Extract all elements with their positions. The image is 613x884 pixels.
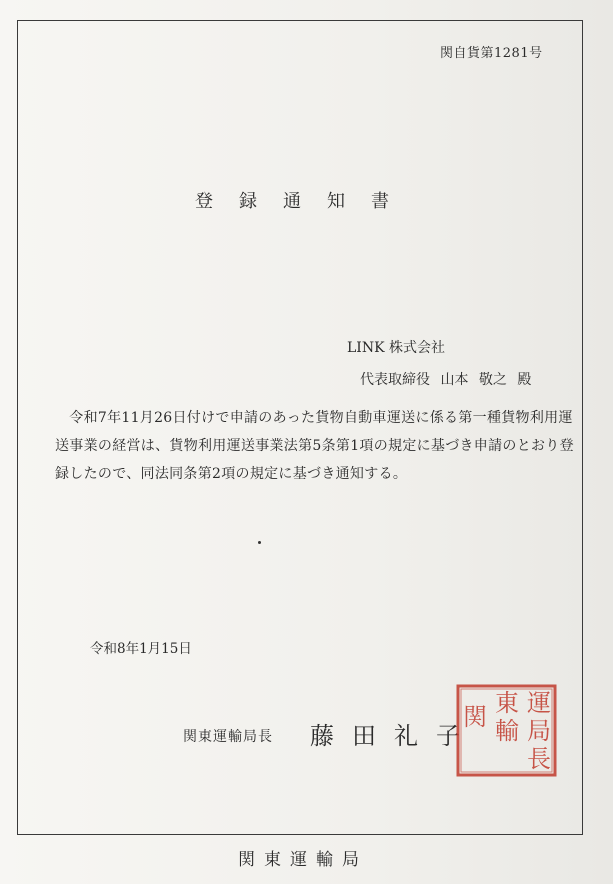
issue-date: 令和8年1月15日 [90, 641, 192, 657]
svg-text:運: 運 [527, 689, 551, 717]
svg-text:局: 局 [527, 717, 551, 745]
notice-body [55, 404, 575, 488]
official-seal-stamp [455, 683, 558, 778]
document-number: 関自貨第1281号 [440, 46, 543, 61]
document-title: 登録通知書 [195, 191, 415, 212]
stray-mark [258, 541, 261, 544]
issuer-title: 関東運輸局長 [183, 729, 273, 745]
svg-text:関: 関 [463, 703, 487, 731]
svg-text:東: 東 [495, 689, 519, 717]
svg-text:長: 長 [527, 745, 551, 773]
recipient-representative: 代表取締役 山本 敬之 殿 [360, 372, 532, 388]
footer-issuing-office: 関東運輸局 [238, 850, 368, 870]
notice-body-text: 令和7年11月26日付けで申請のあった貨物自動車運送に係る第一種貨物利用運送事業の経営は、貨物利用運送事業法第5条第1項の規定に基づき申請のとおり登録したので、同法同条第2項の規定に基づき通知する。 [55, 410, 574, 482]
issuer-name: 藤田礼子 [310, 722, 478, 750]
svg-text:輸: 輸 [495, 717, 519, 745]
recipient-company: LINK 株式会社 [347, 340, 445, 356]
